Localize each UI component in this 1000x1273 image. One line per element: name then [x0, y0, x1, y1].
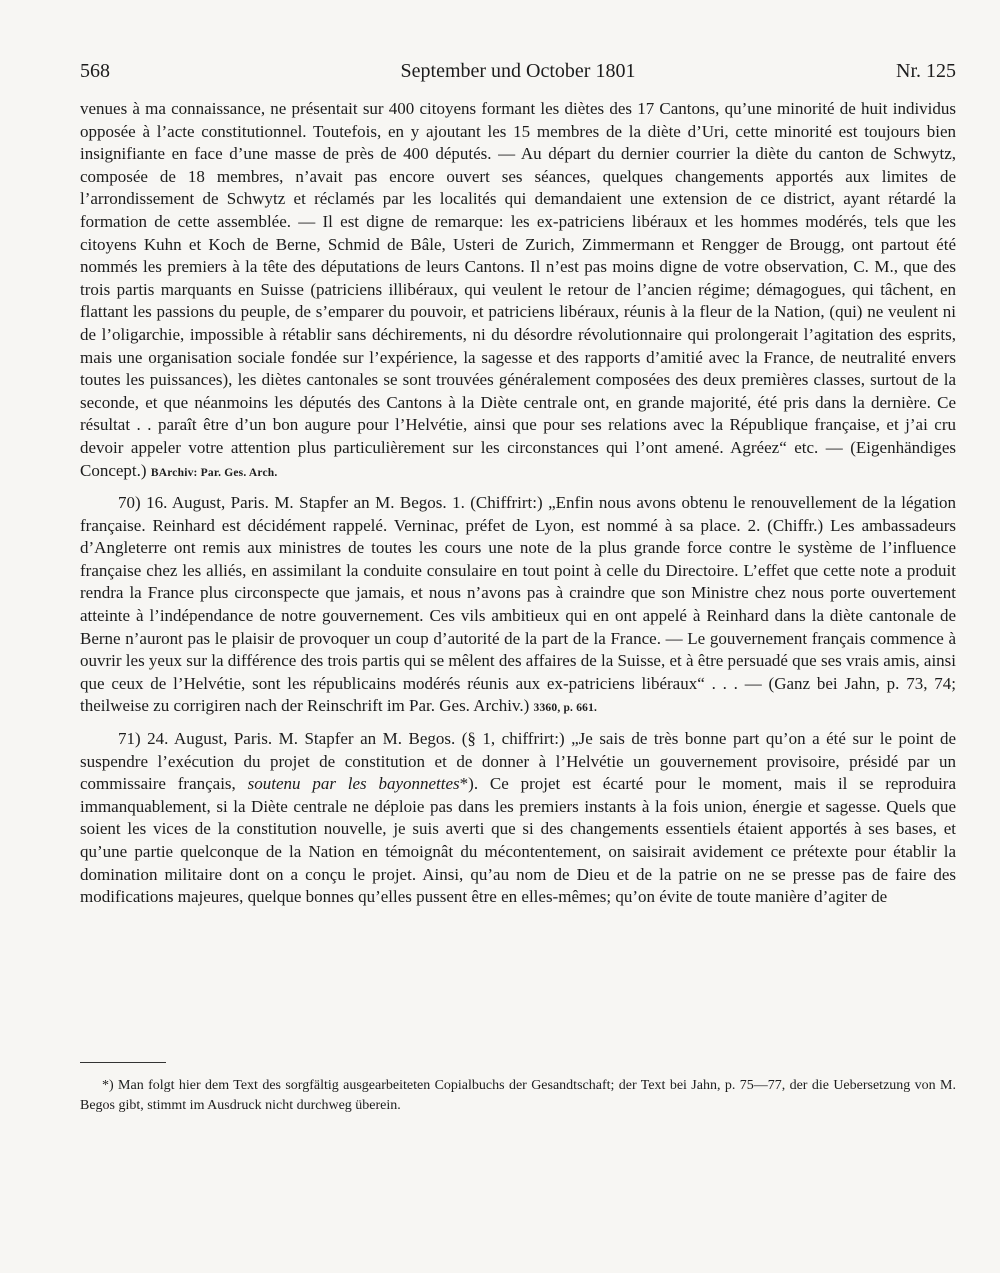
entry-text-part-2: *). Ce projet est écarté pour le moment, mais il se reproduira immanquablement, si la Diète centrale ne déploie pas dans les premiers instants à la fois union, énergie et sagesse. Quels que soient les vices de la constitution nouvelle, je suis averti que si des changements essentiels étaient apportés à ses bases, et qu’une partie quelconque de la Nation en témoignât du mécontentement, on saisirait avidement ce prétexte pour établir la domination militaire dont on a conçu le projet. Ainsi, qu’au nom de Dieu et de la patrie on ne se presse pas de faire des modifications majeures, quelque bonnes qu’elles pussent être en elles-mêmes; qu’on évite de toute manière d’agiter de	[80, 774, 957, 907]
footnote-divider	[80, 1062, 166, 1063]
entry-71	[80, 728, 956, 909]
archive-reference: BArchiv: Par. Ges. Arch.	[150, 466, 278, 479]
running-header	[80, 60, 956, 90]
page-number: 568	[80, 60, 110, 82]
running-title: September und October 1801	[400, 60, 636, 82]
entry-text-part-1: 71) 24. August, Paris. M. Stapfer an M. Begos. (§ 1, chiffrirt:) „Je sais de très bonne part qu’on a été sur le point de suspendre l’exécution du projet de constitution et de donner à l’Helvétie un gouvernement provisoire, présidé par un commissaire français,	[80, 729, 956, 794]
section-number: Nr. 125	[896, 60, 956, 82]
footnote-text: *) Man folgt hier dem Text des sorgfältig ausgearbeiteten Copialbuchs der Gesandtschaft; der Text bei Jahn, p. 75—77, der die Uebersetzung von M. Begos gibt, stimmt im Ausdruck nicht durchweg überein.	[80, 1078, 956, 1113]
paragraph-continuation	[80, 98, 956, 484]
paragraph-text: venues à ma connaissance, ne présentait sur 400 citoyens formant les diètes des 17 Cantons, qu’une minorité de huit individus opposée à l’acte constitutionnel. Toutefois, en y ajoutant les 15 membres de la diète d’Uri, cette minorité est toujours bien insignifiante en face d’une masse de près de 400 députés. — Au départ du dernier courrier la diète du canton de Schwytz, composée de 18 membres, n’avait pas encore ouvert ses séances, quelques changements apportés aux limites de l’arrondissement de Schwytz et réclamés par les localités qui demandaient une extension de ce district, ayant rétardé la formation de cette assemblée. — Il est digne de remarque: les ex-patriciens libéraux et les hommes modérés, tels que les citoyens Kuhn et Koch de Berne, Schmid de Bâle, Usteri de Zurich, Zimmermann et Rengger de Brougg, ont partout été nommés les premiers à la tête des députations de leurs Cantons. Il n’est pas moins digne de votre observation, C. M., que des trois partis marquants en Suisse (patriciens illibéraux, qui veulent le retour de l’ancien régime; démagogues, qui tâchent, en flattant les passions du peuple, de s’emparer du pouvoir, et patriciens libéraux, réunis à la fleur de la Nation, (qui) ne veulent ni de l’oligarchie, impossible à rétablir sans déchirements, ni du désordre révolutionnaire qui prolongerait l’agitation des esprits, mais une organisation sociale fondée sur l’expérience, la sagesse et des rapports d’amitié avec la France, de neutralité envers toutes les puissances), les diètes cantonales se sont trouvées généralement composées des deux premières classes, surtout de la seconde, et que néanmoins les députés des Cantons à la Diète centrale ont, en grande majorité, été pris dans la dernière. Ce résultat . . paraît être d’un bon augure pour l’Helvétie, ainsi que pour ses relations avec la République française, et j’ai cru devoir appeler votre attention plus particulièrement sur les circonstances qui l’ont amené. Agréez“ etc. — (Eigenhändiges Concept.)	[80, 99, 956, 480]
emphasized-phrase: soutenu par les bayonnettes	[247, 774, 460, 794]
footnote	[80, 1076, 956, 1116]
entry-70	[80, 492, 956, 720]
archive-reference: 3360, p. 661.	[533, 702, 598, 715]
main-text	[80, 98, 956, 909]
entry-text: 70) 16. August, Paris. M. Stapfer an M. Begos. 1. (Chiffrirt:) „Enfin nous avons obtenu le renouvellement de la légation française. Reinhard est décidément rappelé. Verninac, préfet de Lyon, est nommé à sa place. 2. (Chiffr.) Les ambassadeurs d’Angleterre ont remis aux ministres de toutes les cours une note de la plus grande force contre le système de l’influence française chez les alliés, en assimilant la conduite consulaire en tout point à celle du Directoire. L’effet que cette note a produit rendra la France plus circonspecte que jamais, et nous n’avons pas à craindre que son Ministre chez nous porte ouvertement atteinte à l’indépendance de notre gouvernement. Ces vils ambitieux qui en ont appelé à Reinhard dans la diète cantonale de Berne n’auront pas le plaisir de provoquer un coup d’autorité de la part de la France. — Le gouvernement français commence à ouvrir les yeux sur la différence des trois partis qui se mêlent des affaires de la Suisse, et à être persuadé que ses vrais amis, ainsi que ceux de l’Helvétie, sont les républicains modérés réunis aux ex-patriciens libéraux“ . . . — (Ganz bei Jahn, p. 73, 74; theilweise zu corrigiren nach der Reinschrift im Par. Ges. Archiv.)	[80, 493, 957, 716]
